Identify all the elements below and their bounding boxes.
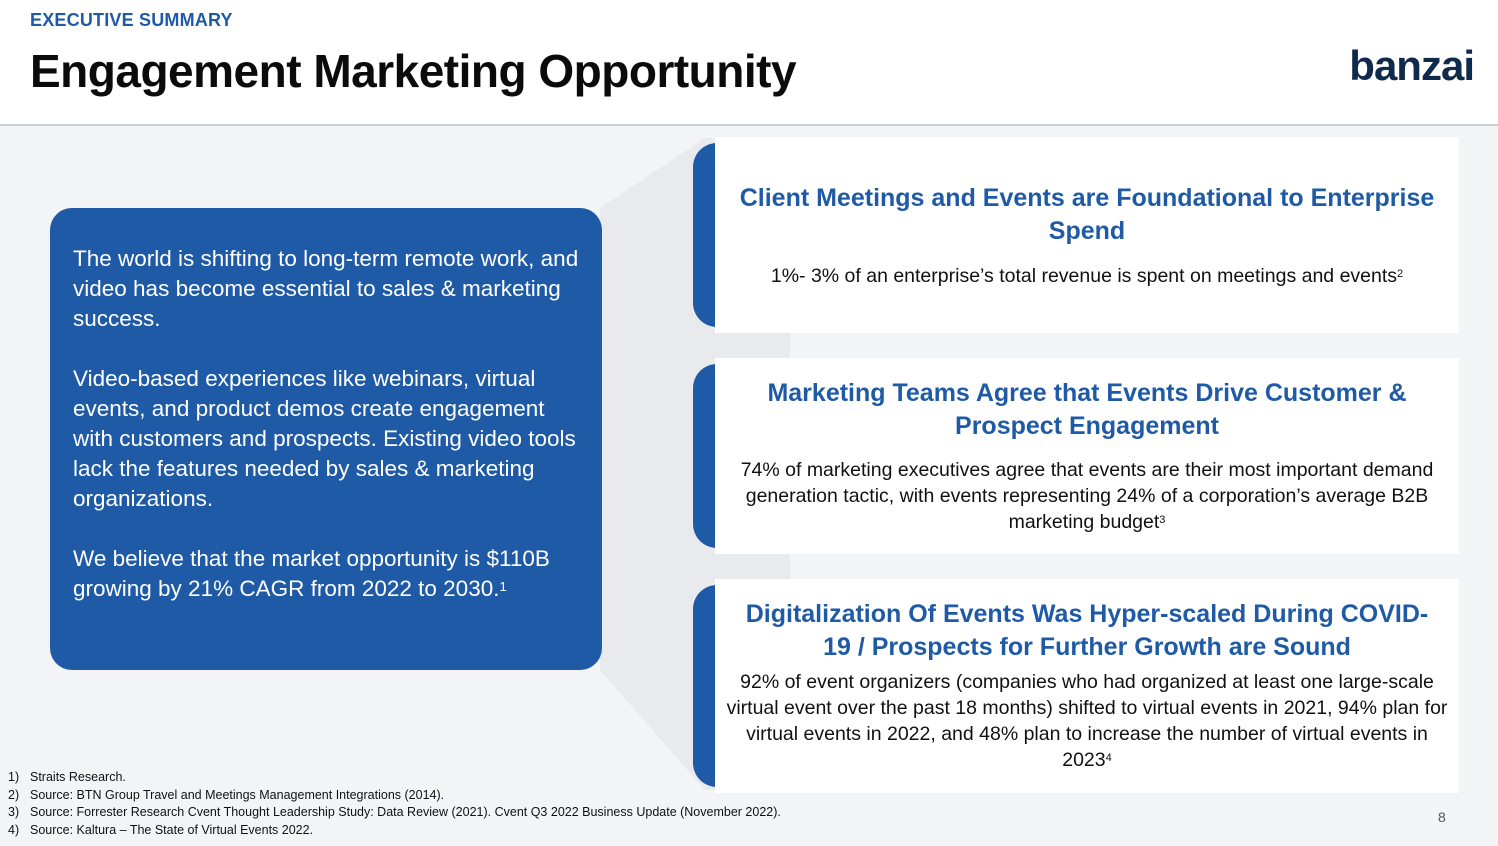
footnote-text: Straits Research. (30, 770, 126, 784)
footnotes (8, 769, 781, 839)
footnote-text: Source: Kaltura – The State of Virtual Events 2022. (30, 822, 314, 837)
card-marketing-teams (693, 358, 1459, 554)
footnote-3 (8, 804, 781, 822)
footnote-text: Source: Forrester Research Cvent Thought Leadership Study: Data Review (2021). Cvent Q3 2022 Business Update (November 2022). (30, 805, 781, 819)
summary-paragraph-2: Video-based experiences like webinars, virtual events, and product demos create engagement with customers and prospects. Existing video tools lack the features needed by sales & marketing organizations. (73, 366, 576, 511)
footnote-number: 2) (8, 787, 20, 802)
card-text-body: 1%- 3% of an enterprise’s total revenue is spent on meetings and events (770, 265, 1398, 287)
footnote-4 (8, 822, 781, 840)
card-text (715, 457, 1459, 535)
footnote-ref: 2 (1397, 268, 1404, 280)
footnote-ref: 1 (499, 579, 507, 594)
footnote-number: 3) (8, 805, 20, 819)
footnote-1 (8, 769, 781, 787)
banzai-logo: banzai (1349, 42, 1474, 89)
card-title: Digitalization Of Events Was Hyper-scaled During COVID-19 / Prospects for Further Growth are Sound (745, 600, 1429, 661)
page-number: 8 (1438, 809, 1446, 825)
card-text-body: 92% of event organizers (companies who had organized at least one large-scale virtual event over the past 18 months) shifted to virtual events in 2021, 94% plan for virtual events in 2022, and 48% plan to increase the number of virtual events in 2023 (726, 671, 1448, 771)
card-client-meetings (693, 137, 1459, 333)
card-title: Client Meetings and Events are Foundational to Enterprise Spend (739, 184, 1435, 245)
summary-box (50, 208, 602, 670)
card-title: Marketing Teams Agree that Events Drive Customer & Prospect Engagement (767, 379, 1407, 440)
card-digitalization (693, 579, 1459, 793)
section-label: EXECUTIVE SUMMARY (30, 10, 233, 30)
footnote-2 (8, 787, 781, 805)
page-title: Engagement Marketing Opportunity (30, 45, 797, 97)
summary-paragraph-1: The world is shifting to long-term remote work, and video has become essential to sales & marketing success. (73, 246, 579, 331)
summary-paragraph-3 (73, 544, 583, 604)
card-text (715, 263, 1459, 289)
footnote-number: 1) (8, 770, 20, 784)
footnote-ref: 4 (1105, 752, 1112, 764)
footnote-ref: 3 (1159, 514, 1166, 526)
summary-paragraph-3-text: We believe that the market opportunity is $110B growing by 21% CAGR from 2022 to 2030. (73, 546, 550, 601)
summary-text (73, 244, 583, 634)
card-text-body: 74% of marketing executives agree that events are their most important demand generation tactic, with events representing 24% of a corporation’s average B2B marketing budget (740, 459, 1434, 533)
card-text (715, 669, 1459, 773)
footnote-number: 4) (8, 822, 20, 837)
footnote-text: Source: BTN Group Travel and Meetings Management Integrations (2014). (30, 787, 445, 802)
